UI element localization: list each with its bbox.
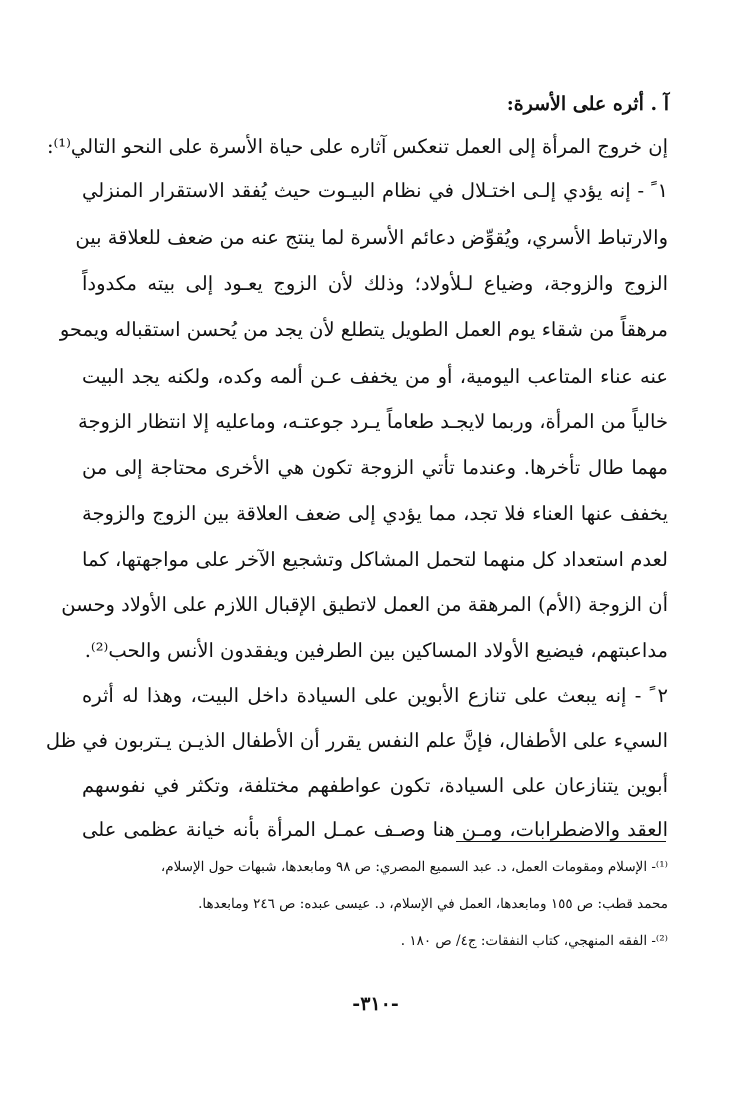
- footnote-line: ⁽²⁾- الفقه المنهجي، كتاب النفقات: ج٤/ ص ١٨٠ .: [400, 933, 668, 949]
- footnote-line: ⁽¹⁾- الإسلام ومقومات العمل، د. عبد السميع المصري: ص ٩٨ ومابعدها، شبهات حول الإسلام،: [160, 859, 668, 875]
- body-line: العقد والاضطرابات، ومـن هنا وصـف عمـل المرأة بأنه خيانة عظمى على: [82, 818, 668, 841]
- body-line: خالياً من المرأة، وربما لايجـد طعاماً يـرد جوعتـه، وماعليه إلا انتظار الزوجة: [78, 410, 668, 433]
- body-line: مهما طال تأخرها. وعندما تأتي الزوجة تكون هي الأخرى محتاجة إلى من: [82, 456, 668, 479]
- body-line: ١ ً - إنه يؤدي إلـى اختـلال في نظام البيـوت حيث يُفقد الاستقرار المنزلي: [82, 179, 668, 202]
- body-line: مداعبتهم، فيضيع الأولاد المساكين بين الطرفين ويفقدون الأنس والحب⁽²⁾.: [84, 639, 668, 662]
- page-number: -٣١٠-: [352, 993, 399, 1015]
- body-line: الزوج والزوجة، وضياع لـلأولاد؛ وذلك لأن الزوج يعـود إلى بيته مكدوداً: [82, 272, 668, 295]
- footnote-divider: [456, 841, 666, 842]
- footnote-line: محمد قطب: ص ١٥٥ ومابعدها، العمل في الإسلام، د. عيسى عبده: ص ٢٤٦ ومابعدها.: [198, 896, 668, 912]
- body-line: لعدم استعداد كل منهما لتحمل المشاكل وتشجيع الآخر على مواجهتها، كما: [82, 548, 668, 571]
- body-line: والارتباط الأسري، ويُقوِّض دعائم الأسرة لما ينتج عنه من ضعف للعلاقة بين: [75, 226, 668, 249]
- body-line: أبوين يتنازعان على السيادة، تكون عواطفهم مختلفة، وتكثر في نفوسهم: [82, 774, 668, 797]
- body-line: يخفف عنها العناء فلا تجد، مما يؤدي إلى ضعف العلاقة بين الزوج والزوجة: [82, 502, 668, 525]
- body-line: أن الزوجة (الأم) المرهقة من العمل لاتطيق الإقبال اللازم على الأولاد وحسن: [61, 593, 668, 616]
- body-line: إن خروج المرأة إلى العمل تنعكس آثاره على حياة الأسرة على النحو التالي⁽¹⁾:: [46, 135, 668, 158]
- body-line: مرهقاً من شقاء يوم العمل الطويل يتطلع لأن يجد من يُحسن استقباله ويمحو: [59, 318, 668, 341]
- body-line: ٢ ً - إنه يبعث على تنازع الأبوين على السيادة داخل البيت، وهذا له أثره: [82, 684, 668, 707]
- body-line: عنه عناء المتاعب اليومية، أو من يخفف عـن ألمه وكده، ولكنه يجد البيت: [82, 365, 668, 388]
- section-heading: آ . أثره على الأسرة:: [506, 93, 669, 115]
- body-line: السيء على الأطفال، فإنَّ علم النفس يقرر أن الأطفال الذيـن يـتربون في ظل: [45, 729, 668, 752]
